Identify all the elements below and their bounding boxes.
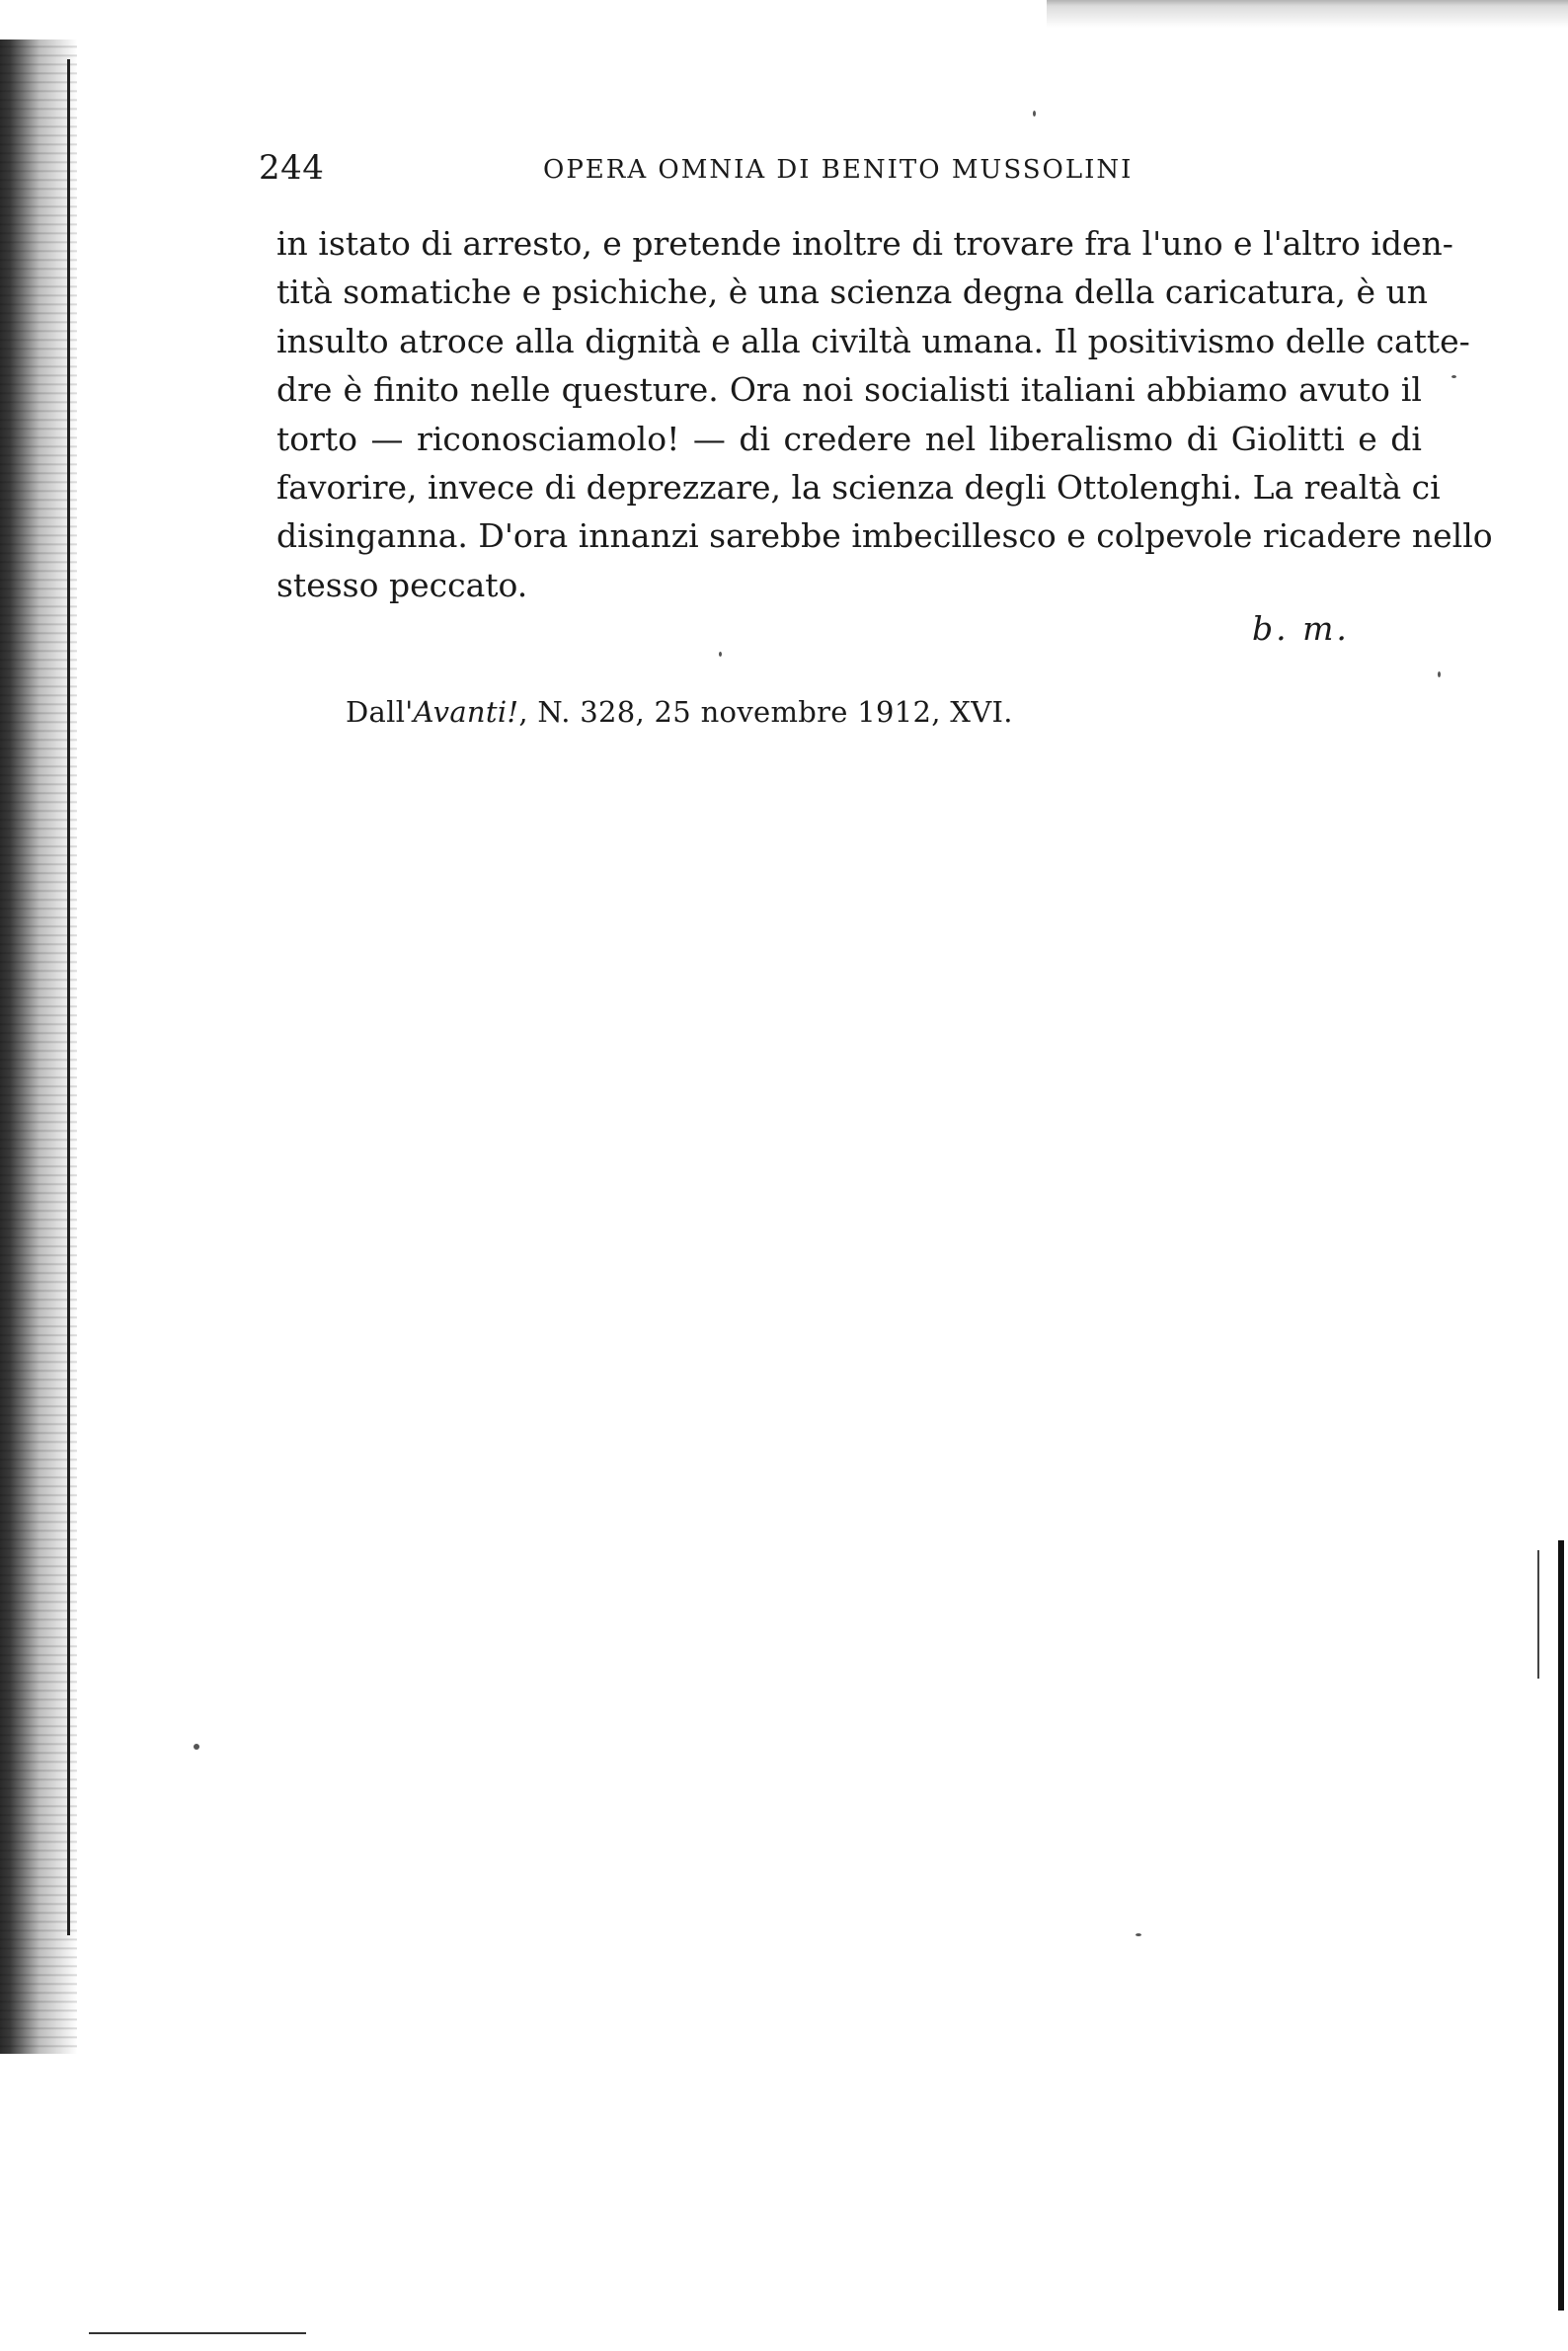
source-details: , N. 328, 25 novembre 1912, XVI. — [518, 695, 1013, 729]
page-number: 244 — [259, 148, 325, 188]
binding-shadow — [0, 39, 77, 2054]
scan-speck — [1136, 1933, 1141, 1936]
text-line: dre è finito nelle questure. Ora noi socialisti italiani abbiamo avuto il — [276, 370, 1422, 410]
source-prefix: Dall' — [346, 695, 414, 729]
running-head: OPERA OMNIA DI BENITO MUSSOLINI — [543, 155, 1134, 185]
scan-speck — [194, 1744, 199, 1750]
text-line: tità somatiche e psichiche, è una scienza degna della caricatura, è un — [276, 273, 1428, 312]
scan-edge-bottom — [89, 2332, 306, 2334]
text-line: favorire, invece di deprezzare, la scienza degli Ottolenghi. La realtà ci — [276, 468, 1441, 508]
text-line: stesso peccato. — [276, 565, 528, 604]
text-line: disinganna. D'ora innanzi sarebbe imbecillesco e colpevole ricadere nello — [276, 516, 1493, 556]
signature-initials: b. m. — [1252, 609, 1350, 648]
scan-speck — [1033, 111, 1036, 117]
binding-line — [67, 59, 70, 1935]
text-line: in istato di arresto, e pretende inoltre di trovare fra l'uno e l'altro iden- — [276, 224, 1453, 263]
scan-speck — [719, 652, 722, 657]
scan-noise-top — [1047, 0, 1568, 28]
source-citation — [346, 695, 1013, 729]
scan-speck — [1438, 671, 1441, 677]
text-line: insulto atroce alla dignità e alla civiltà umana. Il positivismo delle catte- — [276, 321, 1470, 360]
source-publication: Avanti! — [413, 695, 519, 729]
scan-speck — [1451, 375, 1456, 378]
scan-edge-right — [1558, 1540, 1564, 2311]
body-paragraph — [276, 219, 1493, 609]
scan-edge-right-thin — [1537, 1550, 1539, 1679]
text-line: torto — riconosciamolo! — di credere nel liberalismo di Giolitti e di — [276, 419, 1422, 458]
